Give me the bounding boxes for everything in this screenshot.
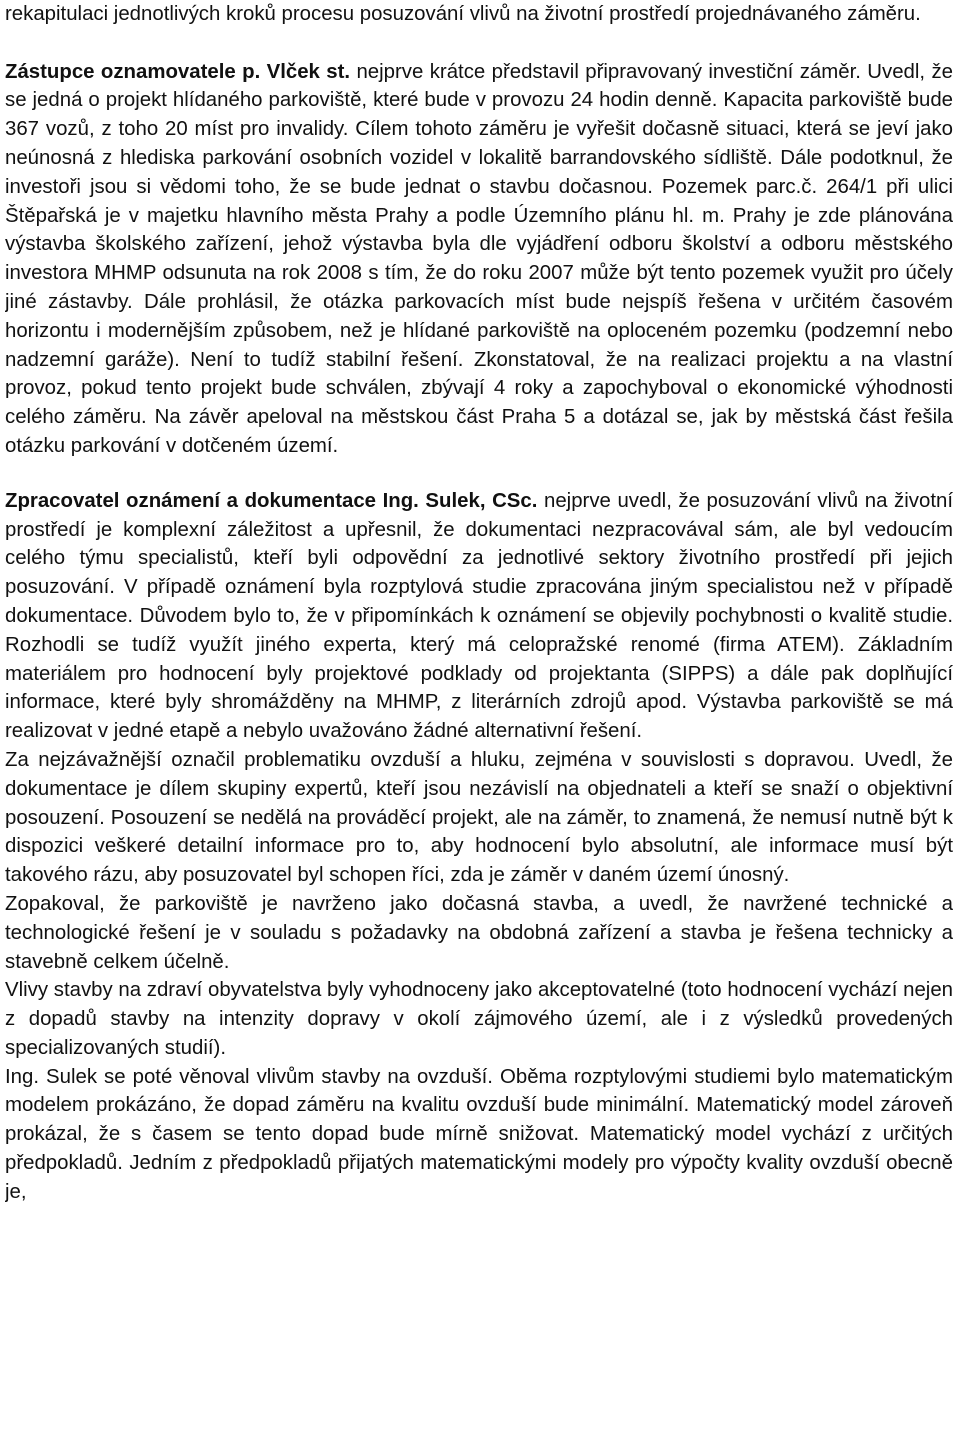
paragraph-temporary-building bbox=[5, 890, 953, 976]
paragraph-developer-statement bbox=[5, 58, 953, 461]
paragraph-text: nejprve krátce představil připravovaný investiční záměr. Uvedl, že se jedná o projekt hlídaného parkoviště, které bude v provozu 24 hodin denně. Kapacita parkoviště bude 367 vozů, z toho 20 míst pro invalidy. Cílem tohoto záměru je vyřešit dočasně situaci, která se jeví jako neúnosná z hlediska parkování osobních vozidel v lokalitě barrandovského sídliště. Dále podotknul, že investoři jsou si vědomi toho, že se bude jednat o stavbu dočasnou. Pozemek parc.č. 264/1 při ulici Štěpařská je v majetku hlavního města Prahy a podle Územního plánu hl. m. Prahy je zde plánována výstavba školského zařízení, jehož výstavba byla dle vyjádření odboru školství a odboru městského investora MHMP odsunuta na rok 2008 s tím, že do roku 2007 může být tento pozemek využit pro účely jiné zástavby. Dále prohlásil, že otázka parkovacích míst bude nejspíš řešena v určitém časovém horizontu i modernějším způsobem, než je hlídané parkoviště na oploceném pozemku (podzemní nebo nadzemní garáže). Není to tudíž stabilní řešení. Zkonstatoval, že na realizaci projektu a na vlastní provoz, pokud tento projekt bude schválen, zbývají 4 roky a zapochyboval o ekonomické výhodnosti celého záměru. Na závěr apeloval na městskou část Praha 5 a dotázal se, jak by městská část řešila otázku parkování v dotčeném území. bbox=[5, 60, 953, 457]
paragraph-air-noise bbox=[5, 746, 953, 890]
paragraph-text: Zopakoval, že parkoviště je navrženo jako dočasná stavba, a uvedl, že navržené technické a technologické řešení je v souladu s požadavky na obdobná zařízení a stavba je řešena technicky a stavebně celkem účelně. bbox=[5, 892, 953, 973]
paragraph-spacer bbox=[5, 461, 953, 487]
paragraph-text: Vlivy stavby na zdraví obyvatelstva byly vyhodnoceny jako akceptovatelné (toto hodnocení vychází nejen z dopadů stavby na intenzity dopravy v okolí zájmového území, ale i z výsledků provedených specializovaných studií). bbox=[5, 979, 953, 1059]
speaker-label: Zpracovatel oznámení a dokumentace Ing. Sulek, CSc. bbox=[5, 489, 538, 512]
paragraph-recap bbox=[5, 0, 953, 29]
paragraph-text: Za nejzávažnější označil problematiku ovzduší a hluku, zejména v souvislosti s dopravou. Uvedl, že dokumentace je dílem skupiny expertů, kteří jsou nezávislí na objednateli a kteří se snaží o objektivní posouzení. Posouzení se nedělá na prováděcí projekt, ale na záměr, to znamená, že nemusí nutně být k dispozici veškeré detailní informace pro to, aby hodnocení bylo absolutní, ale informace musí být takového rázu, aby posuzovatel byl schopen říci, zda je záměr v daném území únosný. bbox=[5, 748, 953, 887]
paragraph-processor-statement bbox=[5, 487, 953, 746]
paragraph-air-quality bbox=[5, 1063, 953, 1207]
speaker-label: Zástupce oznamovatele p. Vlček st. bbox=[5, 60, 351, 83]
document-page bbox=[5, 0, 953, 1450]
paragraph-text: rekapitulaci jednotlivých kroků procesu posuzování vlivů na životní prostředí projednávaného záměru. bbox=[5, 3, 921, 25]
paragraph-text: nejprve uvedl, že posuzování vlivů na životní prostředí je komplexní záležitost a upřesnil, že dokumentaci nezpracovával sám, ale byl vedoucím celého týmu specialistů, kteří byli odpovědní za jednotlivé sektory životního prostředí při jejich posuzování. V případě oznámení byla rozptylová studie zpracována jiným specialistou než v případě dokumentace. Důvodem bylo to, že v připomínkách k oznámení se objevily pochybnosti o kvalitě studie. Rozhodli se tudíž využít jiného experta, který má celopražské renomé (firma ATEM). Základním materiálem pro hodnocení byly projektové podklady od projektanta (SIPPS) a dále pak doplňující informace, které byly shromážděny na MHMP, z literárních zdrojů apod. Výstavba parkoviště se má realizovat v jedné etapě a nebylo uvažováno žádné alternativní řešení. bbox=[5, 489, 953, 743]
paragraph-text: Ing. Sulek se poté věnoval vlivům stavby na ovzduší. Oběma rozptylovými studiemi bylo matematickým modelem prokázáno, že dopad záměru na kvalitu ovzduší bude minimální. Matematický model zároveň prokázal, že s časem se tento dopad bude mírně snižovat. Matematický model vychází z určitých předpokladů. Jedním z předpokladů přijatých matematickými modely pro výpočty kvality ovzduší obecně je, bbox=[5, 1065, 953, 1203]
paragraph-spacer bbox=[5, 29, 953, 58]
paragraph-health-impact bbox=[5, 976, 953, 1062]
